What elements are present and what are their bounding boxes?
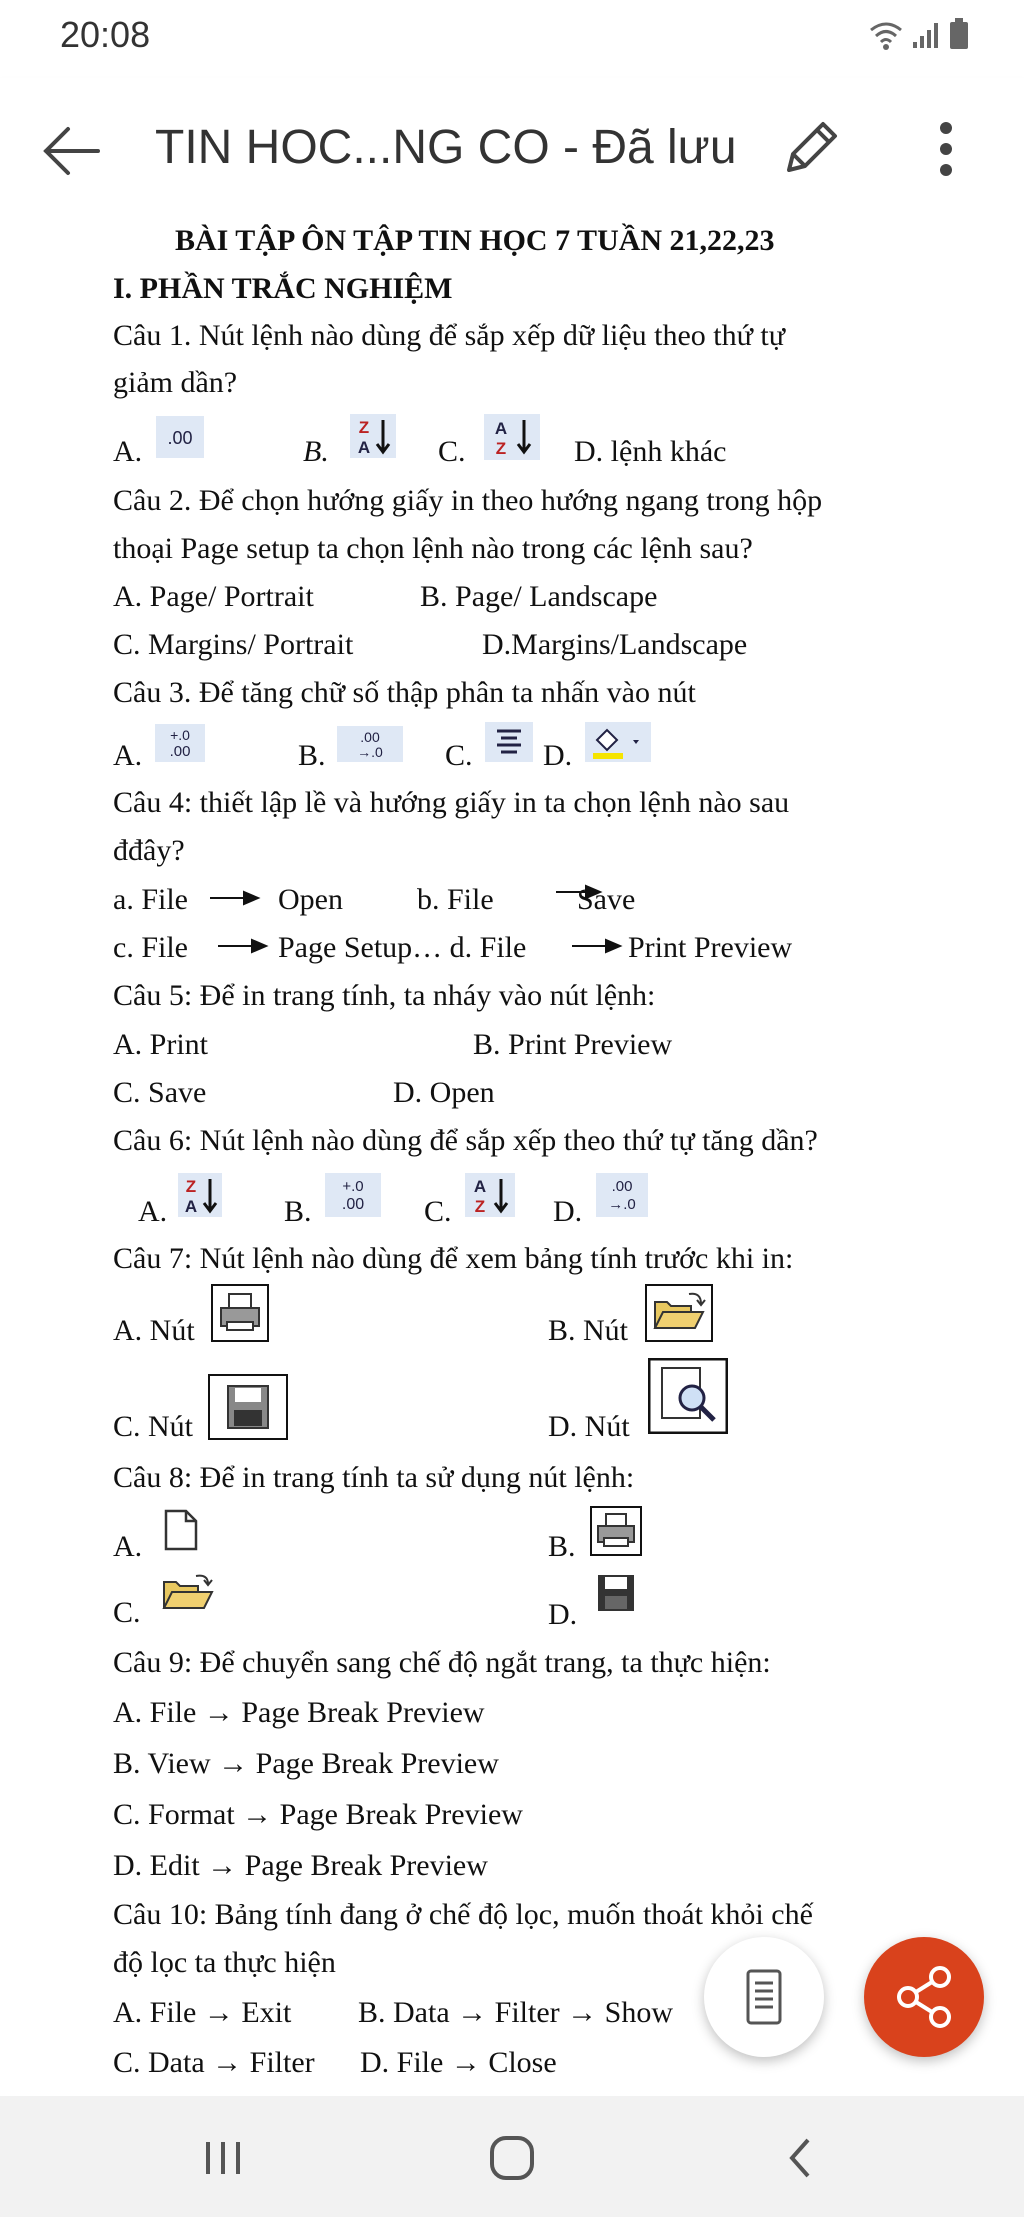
q1-option-b: B. [303,435,329,468]
svg-text:+.0: +.0 [170,727,190,743]
status-bar [0,0,1024,78]
sort-descending-icon [178,1173,222,1217]
q5-text: Câu 5: Để in trang tính, ta nháy vào nút lệnh: [113,979,656,1012]
print-icon [211,1284,269,1342]
share-button[interactable] [864,1937,984,2057]
q9-text: Câu 9: Để chuyển sang chế độ ngắt trang, ta thực hiện: [113,1646,771,1679]
status-icons [869,18,969,50]
svg-text:.00: .00 [341,1196,365,1213]
q7-option-c: C. Nút [113,1410,194,1443]
more-options-icon[interactable] [918,114,974,184]
home-icon[interactable] [488,2136,536,2180]
svg-text:A: A [357,438,371,457]
q3-text: Câu 3. Để tăng chữ số thập phân ta nhấn vào nút [113,676,696,709]
section-heading: I. PHẦN TRẮC NGHIỆM [113,272,453,305]
view-mode-button[interactable] [704,1937,824,2057]
document-title: TIN HOC...NG CO - Đã lưu [155,121,737,174]
q3-option-c: C. [445,739,473,772]
document-view-icon [704,1937,824,2057]
share-icon [864,1937,984,2057]
save-icon [595,1572,637,1614]
document-page[interactable] [0,218,1024,2096]
decrease-decimal-icon [337,726,403,762]
recent-apps-icon[interactable] [196,2136,250,2180]
q4-text: Câu 4: thiết lập lề và hướng giấy in ta chọn lệnh nào sau [113,786,790,819]
q6-option-a: A. [138,1195,168,1228]
q1-text-2: giảm dần? [113,366,238,399]
back-arrow-icon[interactable] [38,116,108,186]
q6-option-c: C. [424,1195,452,1228]
fill-color-icon [585,722,651,762]
q10-text: Câu 10: Bảng tính đang ở chế độ lọc, muốn thoát khỏi chế [113,1898,813,1931]
edit-pencil-icon[interactable] [775,114,845,184]
q2-option-a: A. Page/ Portrait [113,580,314,613]
q3-option-d: D. [543,739,573,772]
svg-text:→.0: →.0 [608,1196,636,1213]
q2-option-b: B. Page/ Landscape [420,580,658,613]
q10-text-2: độ lọc ta thực hiện [113,1946,336,1979]
q5-option-d: D. Open [393,1076,495,1109]
q8-text: Câu 8: Để in trang tính ta sử dụng nút lệnh: [113,1461,635,1494]
svg-text:Z: Z [185,1177,197,1196]
q7-option-b: B. Nút [548,1314,629,1347]
q9-option-a: A. File → Page Break Preview [113,1696,485,1729]
q7-text: Câu 7: Nút lệnh nào dùng để xem bảng tính trước khi in: [113,1242,794,1275]
q6-text: Câu 6: Nút lệnh nào dùng để sắp xếp theo thứ tự tăng dần? [113,1124,818,1157]
q4-option-b: b. File [417,883,494,916]
q10-option-d: D. File → Close [360,2046,557,2079]
navigation-bar [0,2096,1024,2217]
align-center-icon [485,722,533,762]
svg-text:.00: .00 [360,729,380,745]
q9-option-b: B. View → Page Break Preview [113,1747,499,1780]
status-time: 20:08 [60,14,151,55]
svg-text:A: A [494,419,508,438]
q2-text-2: thoại Page setup ta chọn lệnh nào trong các lệnh sau? [113,532,753,565]
q4-option-b-cmd: Save [577,883,636,916]
open-folder-icon [158,1570,218,1616]
svg-text:.00: .00 [611,1178,633,1195]
q5-option-a: A. Print [113,1028,209,1061]
new-document-icon [160,1508,202,1552]
arrow-right-icon [572,938,624,954]
q8-option-c: C. [113,1596,141,1629]
arrow-right-icon [218,938,270,954]
q8-option-a: A. [113,1530,143,1563]
q7-option-a: A. Nút [113,1314,195,1347]
doc-title: BÀI TẬP ÔN TẬP TIN HỌC 7 TUẦN 21,22,23 [175,224,775,257]
save-icon [208,1374,288,1440]
q9-option-c: C. Format → Page Break Preview [113,1798,523,1831]
q1-option-a: A. [113,435,143,468]
q7-option-d: D. Nút [548,1410,630,1443]
svg-text:→.0: →.0 [357,744,383,760]
q10-option-a: A. File → Exit [113,1996,292,2029]
svg-text:Z: Z [474,1197,486,1216]
sort-ascending-icon [484,414,540,460]
print-icon [590,1506,642,1556]
open-folder-icon [645,1284,713,1342]
q1-option-c: C. [438,435,466,468]
nav-back-icon[interactable] [780,2136,820,2180]
q8-option-b: B. [548,1530,576,1563]
svg-text:.00: .00 [167,428,193,448]
q4-option-a: a. File [113,883,188,916]
q8-option-d: D. [548,1598,578,1631]
decrease-decimal-icon [596,1173,648,1217]
battery-icon [949,18,969,50]
q3-option-b: B. [298,739,326,772]
q3-option-a: A. [113,739,143,772]
svg-text:.00: .00 [169,743,191,760]
q2-option-c: C. Margins/ Portrait [113,628,354,661]
wifi-icon [869,20,903,50]
q9-option-d: D. Edit → Page Break Preview [113,1849,488,1882]
increase-decimal-icon [155,724,205,762]
q4-option-d-cmd: Print Preview [628,931,793,964]
q6-option-d: D. [553,1195,583,1228]
sort-ascending-icon [465,1173,515,1217]
sort-descending-icon [350,414,396,458]
svg-text:A: A [184,1197,198,1216]
q4-option-a-cmd: Open [278,883,343,916]
signal-icon [911,20,941,50]
decrease-decimal-icon [156,416,204,458]
q1-text: Câu 1. Nút lệnh nào dùng để sắp xếp dữ liệu theo thứ tự [113,319,785,352]
q5-option-c: C. Save [113,1076,207,1109]
q1-option-d: D. lệnh khác [574,435,727,468]
q5-option-b: B. Print Preview [473,1028,673,1061]
q4-option-c-cmd: Page Setup… d. File [278,931,527,964]
svg-text:Z: Z [358,418,370,437]
q2-option-d: D.Margins/Landscape [482,628,748,661]
app-bar [0,78,1024,218]
arrow-right-icon [210,890,262,906]
q10-option-c: C. Data → Filter [113,2046,315,2079]
q4-option-c: c. File [113,931,188,964]
q10-option-b: B. Data → Filter → Show [358,1996,673,2029]
svg-text:+.0: +.0 [342,1178,364,1195]
q4-text-2: đđây? [113,834,185,867]
print-preview-icon [648,1358,728,1434]
q2-text: Câu 2. Để chọn hướng giấy in theo hướng ngang trong hộp [113,484,823,517]
q6-option-b: B. [284,1195,312,1228]
increase-decimal-icon [325,1173,381,1217]
svg-text:Z: Z [495,439,507,458]
svg-text:A: A [473,1177,487,1196]
